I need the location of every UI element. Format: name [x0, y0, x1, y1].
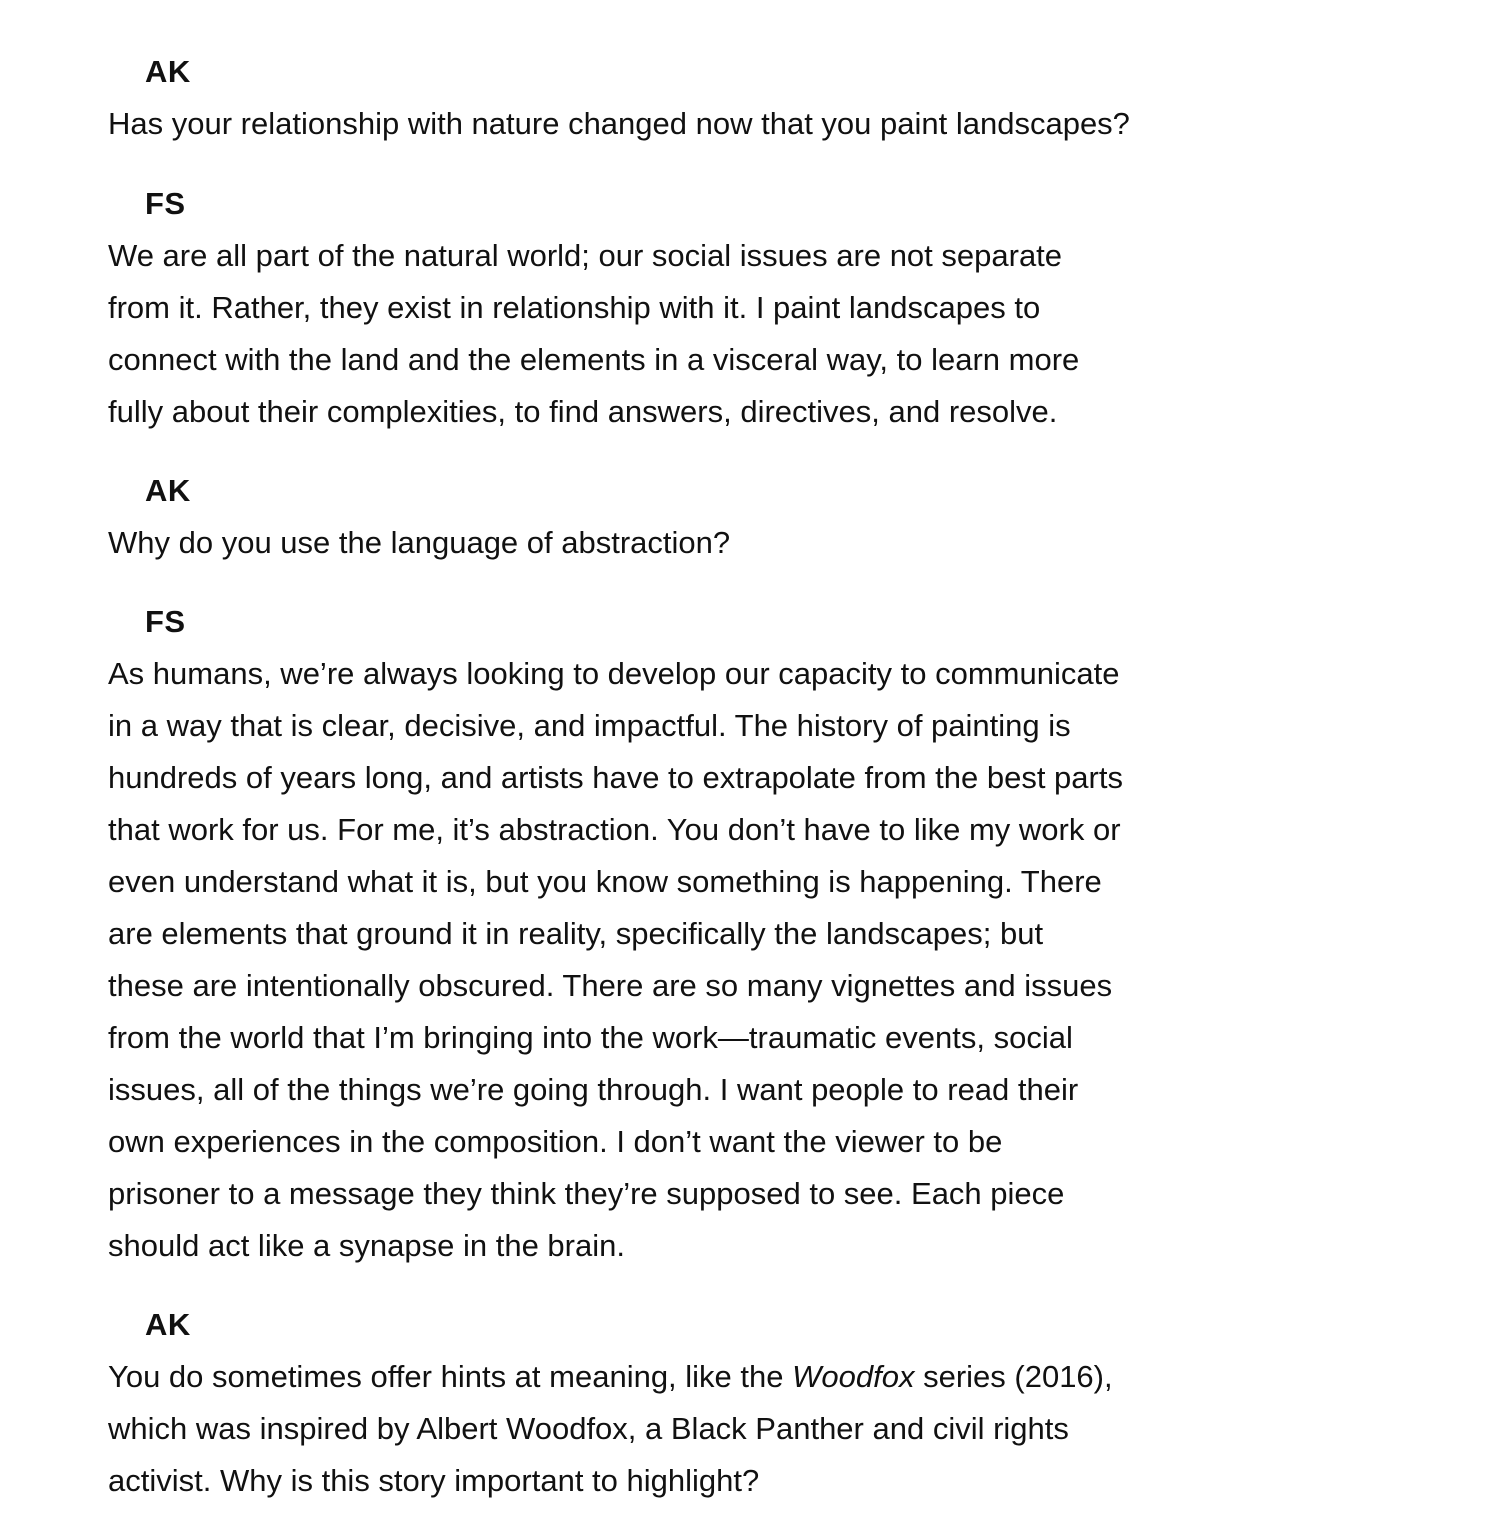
text-segment: series (2016),: [914, 1359, 1113, 1394]
series-title: Woodfox: [792, 1359, 915, 1394]
text-segment: You do sometimes offer hints at meaning, like the: [108, 1359, 793, 1394]
question-text: [108, 517, 1398, 569]
text-line: from the world that I’m bringing into the work—traumatic events, social: [108, 1020, 1073, 1055]
speaker-label: FS: [145, 186, 186, 221]
text-line: that work for us. For me, it’s abstraction. You don’t have to like my work or: [108, 812, 1121, 847]
text-line: fully about their complexities, to find answers, directives, and resolve.: [108, 394, 1058, 429]
text-line: prisoner to a message they think they’re supposed to see. Each piece: [108, 1176, 1065, 1211]
text-line: hundreds of years long, and artists have to extrapolate from the best parts: [108, 760, 1123, 795]
question-text: [108, 98, 1398, 150]
text-line: even understand what it is, but you know something is happening. There: [108, 864, 1102, 899]
text-line: As humans, we’re always looking to develop our capacity to communicate: [108, 656, 1120, 691]
text-line: activist. Why is this story important to highlight?: [108, 1463, 760, 1498]
speaker-label: FS: [145, 604, 186, 639]
text-line: issues, all of the things we’re going through. I want people to read their: [108, 1072, 1079, 1107]
text-line: from it. Rather, they exist in relationship with it. I paint landscapes to: [108, 290, 1041, 325]
speaker-label: AK: [145, 54, 191, 89]
text-line: We are all part of the natural world; our social issues are not separate: [108, 238, 1063, 273]
exchange-4: [108, 596, 1398, 1272]
text-line: connect with the land and the elements in a visceral way, to learn more: [108, 342, 1080, 377]
text-line: which was inspired by Albert Woodfox, a Black Panther and civil rights: [108, 1411, 1069, 1446]
text-line: in a way that is clear, decisive, and impactful. The history of painting is: [108, 708, 1071, 743]
answer-text: [108, 230, 1398, 438]
exchange-1: [108, 46, 1398, 150]
exchange-5: [108, 1299, 1398, 1507]
answer-text: [108, 648, 1398, 1272]
text-line: own experiences in the composition. I don’t want the viewer to be: [108, 1124, 1003, 1159]
text-line: Why do you use the language of abstraction?: [108, 525, 731, 560]
text-line: are elements that ground it in reality, specifically the landscapes; but: [108, 916, 1044, 951]
speaker-label: AK: [145, 473, 191, 508]
text-line: [108, 1351, 1398, 1403]
exchange-3: [108, 465, 1398, 569]
text-line: these are intentionally obscured. There are so many vignettes and issues: [108, 968, 1113, 1003]
text-line: Has your relationship with nature changed now that you paint landscapes?: [108, 106, 1130, 141]
question-text: [108, 1351, 1398, 1507]
speaker-label: AK: [145, 1307, 191, 1342]
text-line: should act like a synapse in the brain.: [108, 1228, 625, 1263]
exchange-2: [108, 178, 1398, 438]
